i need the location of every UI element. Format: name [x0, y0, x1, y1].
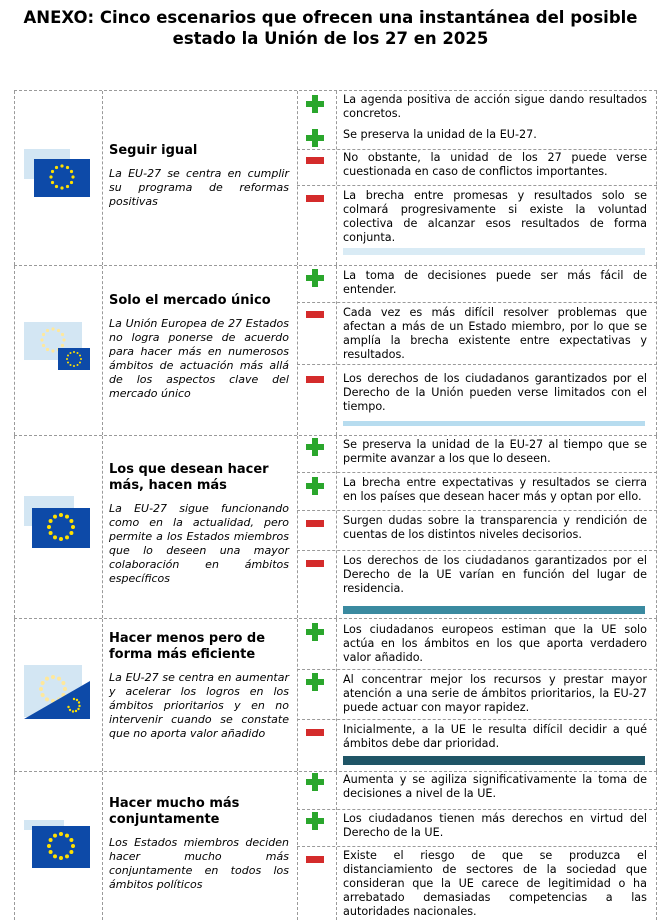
eu-flag-icon — [24, 149, 90, 197]
scenario-item — [297, 472, 657, 510]
plus-icon — [306, 269, 324, 287]
scenario-description: La EU-27 se centra en aumentar y acelerar los logros en los ámbitos prioritarios y en no intervenir cuando se constate que no aporta valor añadido — [109, 671, 289, 740]
item-text: Cada vez es más difícil resolver problemas que afectan a más de un Estado miembro, por lo que se amplía la brecha existente entre expectativas y resultados. — [343, 306, 647, 361]
minus-icon — [306, 311, 324, 318]
item-text: La agenda positiva de acción sigue dando resultados concretos. — [343, 93, 647, 120]
eu-flag-icon — [24, 322, 90, 372]
scenario-description: La EU-27 sigue funcionando como en la actualidad, pero permite a los Estados miembros que lo deseen una mayor colaboración en ámbitos específicos — [109, 502, 289, 585]
eu-flag-icon — [24, 665, 90, 719]
page-title: ANEXO: Cinco escenarios que ofrecen una instantánea del posible estado la Unión de los 27 en 2025 — [23, 8, 638, 48]
scenario-name: Los que desean hacer más, hacen más — [109, 462, 269, 493]
scenario-item — [297, 266, 657, 302]
item-text: Inicialmente, a la UE le resulta difícil decidir a qué ámbitos debe dar prioridad. — [343, 723, 647, 750]
plus-icon — [306, 95, 324, 113]
scenario-item — [297, 619, 657, 669]
minus-icon — [306, 376, 324, 383]
scenario-color-bar — [343, 606, 645, 614]
scenario-item — [297, 772, 657, 809]
item-text: Los ciudadanos europeos estiman que la UE solo actúa en los ámbitos en los que aporta verdadero valor añadido. — [343, 623, 647, 664]
scenario-name: Hacer mucho más conjuntamente — [109, 796, 240, 827]
minus-icon — [306, 157, 324, 164]
eu-flag-icon — [24, 496, 90, 550]
item-text: Existe el riesgo de que se produzca el distanciamiento de sectores de la sociedad que consideran que la UE carece de legitimidad o ha arrebatado demasiadas competencias a las autoridades nacionales. — [343, 849, 647, 918]
minus-icon — [306, 856, 324, 863]
scenario-color-bar — [343, 248, 645, 255]
scenario-row — [14, 91, 657, 266]
scenario-item — [297, 149, 657, 185]
scenario-color-bar — [343, 421, 645, 426]
minus-icon — [306, 729, 324, 736]
scenarios-table — [14, 90, 657, 920]
scenario-item — [297, 809, 657, 846]
scenario-item — [297, 185, 657, 266]
minus-icon — [306, 520, 324, 527]
item-text: Al concentrar mejor los recursos y prestar mayor atención a una serie de ámbitos prioritarios, la EU-27 puede actuar con mayor rapidez. — [343, 673, 647, 714]
plus-icon — [306, 623, 324, 641]
scenario-name: Solo el mercado único — [109, 293, 271, 308]
scenario-item — [297, 846, 657, 920]
scenario-row — [14, 436, 657, 619]
scenario-item — [297, 91, 657, 127]
scenario-row — [14, 772, 657, 920]
plus-icon — [306, 812, 324, 830]
plus-icon — [306, 438, 324, 456]
item-text: Los derechos de los ciudadanos garantizados por el Derecho de la Unión pueden verse limitados con el tiempo. — [343, 372, 647, 413]
minus-icon — [306, 195, 324, 202]
scenario-item — [297, 669, 657, 719]
plus-icon — [306, 773, 324, 791]
scenario-item — [297, 719, 657, 772]
eu-flag-icon — [24, 820, 90, 870]
scenario-row — [14, 619, 657, 772]
plus-icon — [306, 129, 324, 147]
scenario-name: Seguir igual — [109, 143, 198, 158]
minus-icon — [306, 560, 324, 567]
item-text: Aumenta y se agiliza significativamente la toma de decisiones a nivel de la UE. — [343, 773, 647, 800]
plus-icon — [306, 477, 324, 495]
scenario-item — [297, 550, 657, 619]
scenario-item — [297, 510, 657, 550]
item-text: Surgen dudas sobre la transparencia y rendición de cuentas de los distintos niveles decisorios. — [343, 514, 647, 541]
scenario-row — [14, 266, 657, 436]
item-text: La brecha entre expectativas y resultados se cierra en los países que desean hacer más y optan por ello. — [343, 476, 647, 503]
item-text: Los derechos de los ciudadanos garantizados por el Derecho de la UE varían en función del lugar de residencia. — [343, 554, 647, 595]
scenario-item — [297, 127, 657, 149]
item-text: La toma de decisiones puede ser más fácil de entender. — [343, 269, 647, 296]
scenario-item — [297, 436, 657, 472]
scenario-item — [297, 302, 657, 364]
scenario-name: Hacer menos pero de forma más eficiente — [109, 631, 266, 662]
plus-icon — [306, 673, 324, 691]
item-text: La brecha entre promesas y resultados solo se colmará progresivamente si existe la voluntad colectiva de alcanzar esos resultados de forma conjunta. — [343, 189, 647, 244]
scenario-color-bar — [343, 756, 645, 765]
scenario-item — [297, 364, 657, 436]
item-text: Los ciudadanos tienen más derechos en virtud del Derecho de la UE. — [343, 812, 647, 839]
item-text: Se preserva la unidad de la EU-27 al tiempo que se permite avanzar a los que lo deseen. — [343, 438, 647, 465]
item-text: Se preserva la unidad de la EU-27. — [343, 128, 537, 141]
scenario-description: La Unión Europea de 27 Estados no logra ponerse de acuerdo para hacer más en numerosos ámbitos de actuación más allá de los aspectos clave del mercado único — [109, 317, 289, 400]
scenario-description: Los Estados miembros deciden hacer mucho más conjuntamente en todos los ámbitos políticos — [109, 836, 289, 891]
item-text: No obstante, la unidad de los 27 puede verse cuestionada en caso de conflictos importantes. — [343, 151, 647, 178]
scenario-description: La EU-27 se centra en cumplir su programa de reformas positivas — [109, 167, 289, 208]
